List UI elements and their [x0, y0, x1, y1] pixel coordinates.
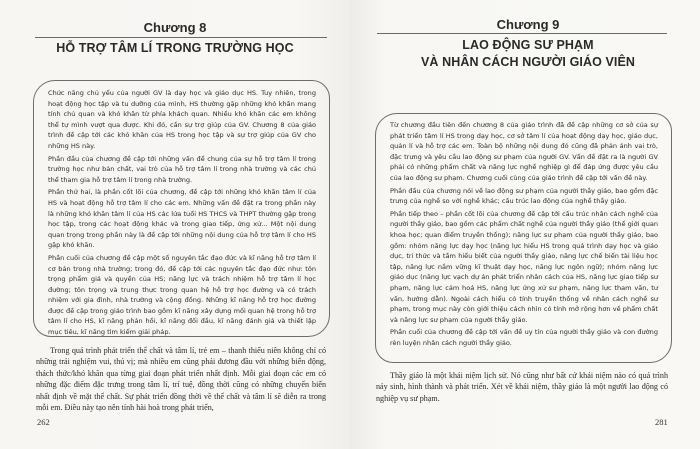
summary-paragraph: Phần đầu của chương nói về lao động sư phạm của người thầy giáo, bao gồm đặc trưng của nghề so với nghề khác; cấu trúc lao động của nghề thầy giáo.: [390, 186, 658, 206]
summary-paragraph: Phần cuối của chương đề cập tới vấn đề uy tín của người thầy giáo và con đường rèn luyện nhân cách người thầy giáo.: [390, 328, 658, 347]
summary-paragraph: Phần tiếp theo – phần cốt lõi của chương đề cập tới cấu trúc nhân cách nghề của người thầy giáo, bao gồm các phẩm chất nghề của người thầy giáo (thế giới quan khoa học; quan điểm truyền thống); năng lực sư phạm của người thầy giáo, bao gồm: nhóm năng lực dạy học (năng lực hiểu HS trong quá trình dạy học và giáo dục, tri thức và tầm hiểu biết của người thầy giáo, năng lực chế biến tài liệu học tập, năng lực nắm vững kĩ thuật dạy học, năng lực ngôn ngữ); nhóm năng lực giáo dục (năng lực vạch dự án phát triển nhân cách của HS, năng lực giao tiếp sư phạm, năng lực cảm hoá HS, năng lực ứng xử sư phạm, năng lực tham vấn, tư vấn, hướng dẫn). Ngoài cách hiểu có tính truyền thống về nhân cách nghề sư phạm, trong mục này còn giới thiệu cách nhìn có tính mở rộng hơn về phẩm chất và năng lực sư phạm của người thầy giáo.: [390, 209, 658, 324]
body-paragraph: [376, 370, 668, 404]
summary-paragraph: Phần thứ hai, là phần cốt lõi của chương, đề cập tới những khó khăn tâm lí của HS và hoạt động hỗ trợ tâm lí cho các em. Những vấn đề đặt ra trong phần này là những khó khăn tâm lí của HS các lứa tuổi HS THCS và THPT thường gặp trong học tập, trong các hoạt động khác và trong giao tiếp, ứng xử... Một nội dung quan trọng trong phần này là đề cập tới những nội dung của hỗ trợ tâm lí cho HS gặp khó khăn.: [48, 188, 316, 250]
page-number: 281: [655, 417, 668, 427]
page-number: 262: [37, 417, 50, 427]
body-text: Thầy giáo là một khái niệm lịch sử. Nó cũng như bất cứ khái niệm nào có quá trình nảy sinh, hình thành và phát triển. Xét về khái niệm, thầy giáo là một người lao động có nghiệp vụ sư phạm.: [376, 371, 668, 403]
chapter-divider: [377, 33, 667, 34]
chapter-divider: [35, 37, 327, 38]
chapter-title: [356, 37, 700, 71]
body-text: Trong quá trình phát triển thể chất và tâm lí, trẻ em – thanh thiếu niên không chỉ có những trải nghiệm vui, thú vị; mà nhiều em cũng phải đương đầu với những biến động, thách thức/khó khăn qua từng giai đoạn phát triển nhất định. Mỗi giai đoạn các em có những đặc điểm đặc trưng trong tâm lí, trí tuệ, đồng thời cũng có những chuyển biến nhất định về mặt thể chất. Sự phát triển đồng thời về thể chất và tâm lí sẽ diễn ra trong mỗi em. Điều này tạo nên tính hài hoà trong phát triển,: [36, 346, 326, 413]
body-paragraph: [36, 345, 326, 413]
chapter-label: Chương 9: [496, 17, 560, 32]
chapter-summary-box: [375, 113, 672, 363]
summary-paragraph: Phần đầu của chương đề cập tới những vấn đề chung của sự hỗ trợ tâm lí trong trường học như bản chất, vai trò của hỗ trợ tâm lí trong nhà trường và các chủ thể tham gia hỗ trợ tâm lí trong nhà trường.: [48, 154, 316, 184]
chapter-title: HỖ TRỢ TÂM LÍ TRONG TRƯỜNG HỌC: [56, 41, 294, 55]
chapter-summary-box: [33, 80, 330, 337]
right-page: [350, 0, 700, 449]
summary-paragraph: Phần cuối của chương đề cập một số nguyên tắc đạo đức và kĩ năng hỗ trợ tâm lí cơ bản trong nhà trường; trong đó, đề cập tới các nguyên tắc đạo đức như: tôn trọng phẩm giá và quyền của HS; năng lực và trách nhiệm hỗ trợ tâm lí học đường; tôn trọng và trung thực trong quan hệ hỗ trợ học đường và có trách nhiệm với gia đình, nhà trường và cộng đồng. Những kĩ năng hỗ trợ học đường được đề cập trong giáo trình bao gồm kĩ năng xây dựng mối quan hệ trong hỗ trợ tâm lí cho HS, kĩ năng phản hồi, kĩ năng đối đầu, kĩ năng đánh giá và thiết lập mục tiêu, kĩ năng tìm kiếm giải pháp.: [48, 253, 316, 337]
summary-paragraph: Từ chương đầu tiên đến chương 8 của giáo trình đã đề cập những cơ sở của sự phát triển tâm lí HS trong dạy học, cơ sở tâm lí của hoạt động dạy học, giáo dục, quản lí và hỗ trợ các em. Toàn bộ những nội dung đó cũng đã phản ánh vai trò, đặc trưng và yêu cầu lao động sư phạm của người GV. Vấn đề đặt ra là người GV phải có những phẩm chất và năng lực nghề nghiệp gì để đáp ứng được yêu cầu của lao động sư phạm. Chương cuối cùng của giáo trình đề cập tới vấn đề này.: [390, 121, 658, 182]
chapter-label: Chương 8: [143, 20, 207, 35]
chapter-title-line: LAO ĐỘNG SƯ PHẠM: [462, 38, 594, 52]
summary-paragraph: Chức năng chủ yếu của người GV là dạy học và giáo dục HS. Tuy nhiên, trong hoạt động học tập và tu dưỡng của mình, HS thường gặp những khó khăn mang tính chủ quan và khó khăn từ phía khách quan. Nhiều khó khăn các em không thể tự mình vượt qua được. Khi đó, cần sự trợ giúp của GV. Chương 8 của giáo trình đề cập tới các khó khăn của HS trong học tập và sự trợ giúp của GV cho những HS này.: [48, 89, 316, 150]
chapter-title-line: VÀ NHÂN CÁCH NGƯỜI GIÁO VIÊN: [420, 55, 636, 69]
